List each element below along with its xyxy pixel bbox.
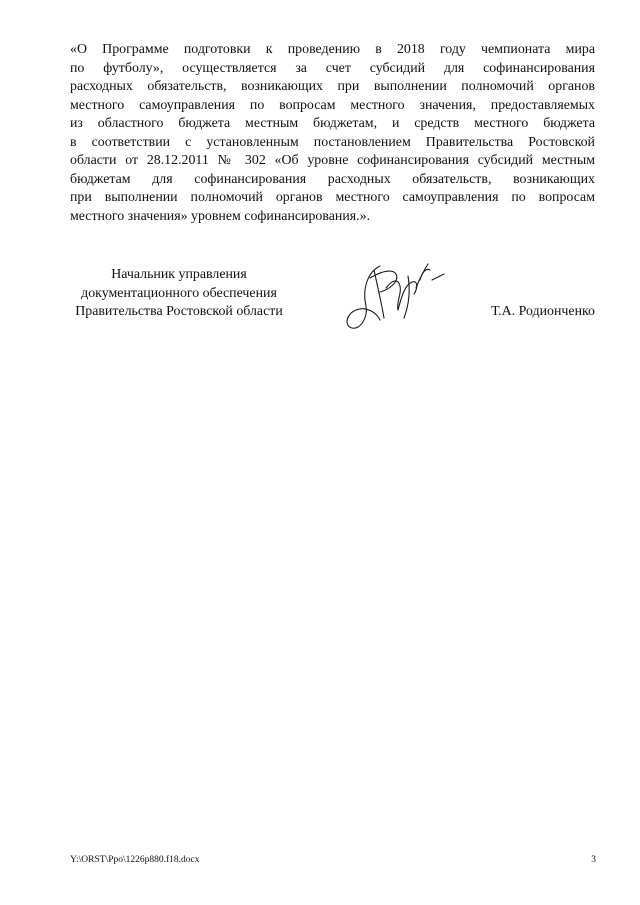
signer-name: Т.А. Родионченко (491, 304, 595, 319)
paragraph-line: при выполнении полномочий органов местного самоуправления по вопросам (70, 190, 595, 205)
signer-position (64, 266, 294, 322)
signer-position-line: документационного обеспечения (81, 285, 277, 301)
handwritten-signature-icon (340, 258, 460, 338)
footer-file-path: Y:\ORST\Ppo\1226p880.f18.docx (70, 855, 200, 865)
page-number: 3 (591, 855, 596, 865)
paragraph-line: бюджетам для софинансирования расходных обязательств, возникающих (70, 171, 595, 187)
signature-block (0, 266, 640, 346)
signer-position-line: Правительства Ростовской области (75, 304, 283, 319)
signer-position-line: Начальник управления (111, 267, 247, 282)
paragraph-line: по футболу», осуществляется за счет субсидий для софинансирования (70, 60, 595, 76)
paragraph-line: области от 28.12.2011 № 302 «Об уровне софинансирования субсидий местным (70, 153, 595, 168)
paragraph-line: местного значения» уровнем софинансирования.». (70, 208, 371, 224)
resolution-paragraph (70, 41, 595, 226)
paragraph-line: из областного бюджета местным бюджетам, и средств местного бюджета (70, 116, 595, 131)
paragraph-line: в соответствии с установленным постановлением Правительства Ростовской (70, 134, 595, 150)
paragraph-line: расходных обязательств, возникающих при выполнении полномочий органов (70, 79, 595, 94)
paragraph-line: «О Программе подготовки к проведению в 2018 году чемпионата мира (70, 42, 595, 57)
paragraph-line: местного самоуправления по вопросам местного значения, предоставляемых (70, 97, 595, 113)
document-body (70, 41, 595, 226)
